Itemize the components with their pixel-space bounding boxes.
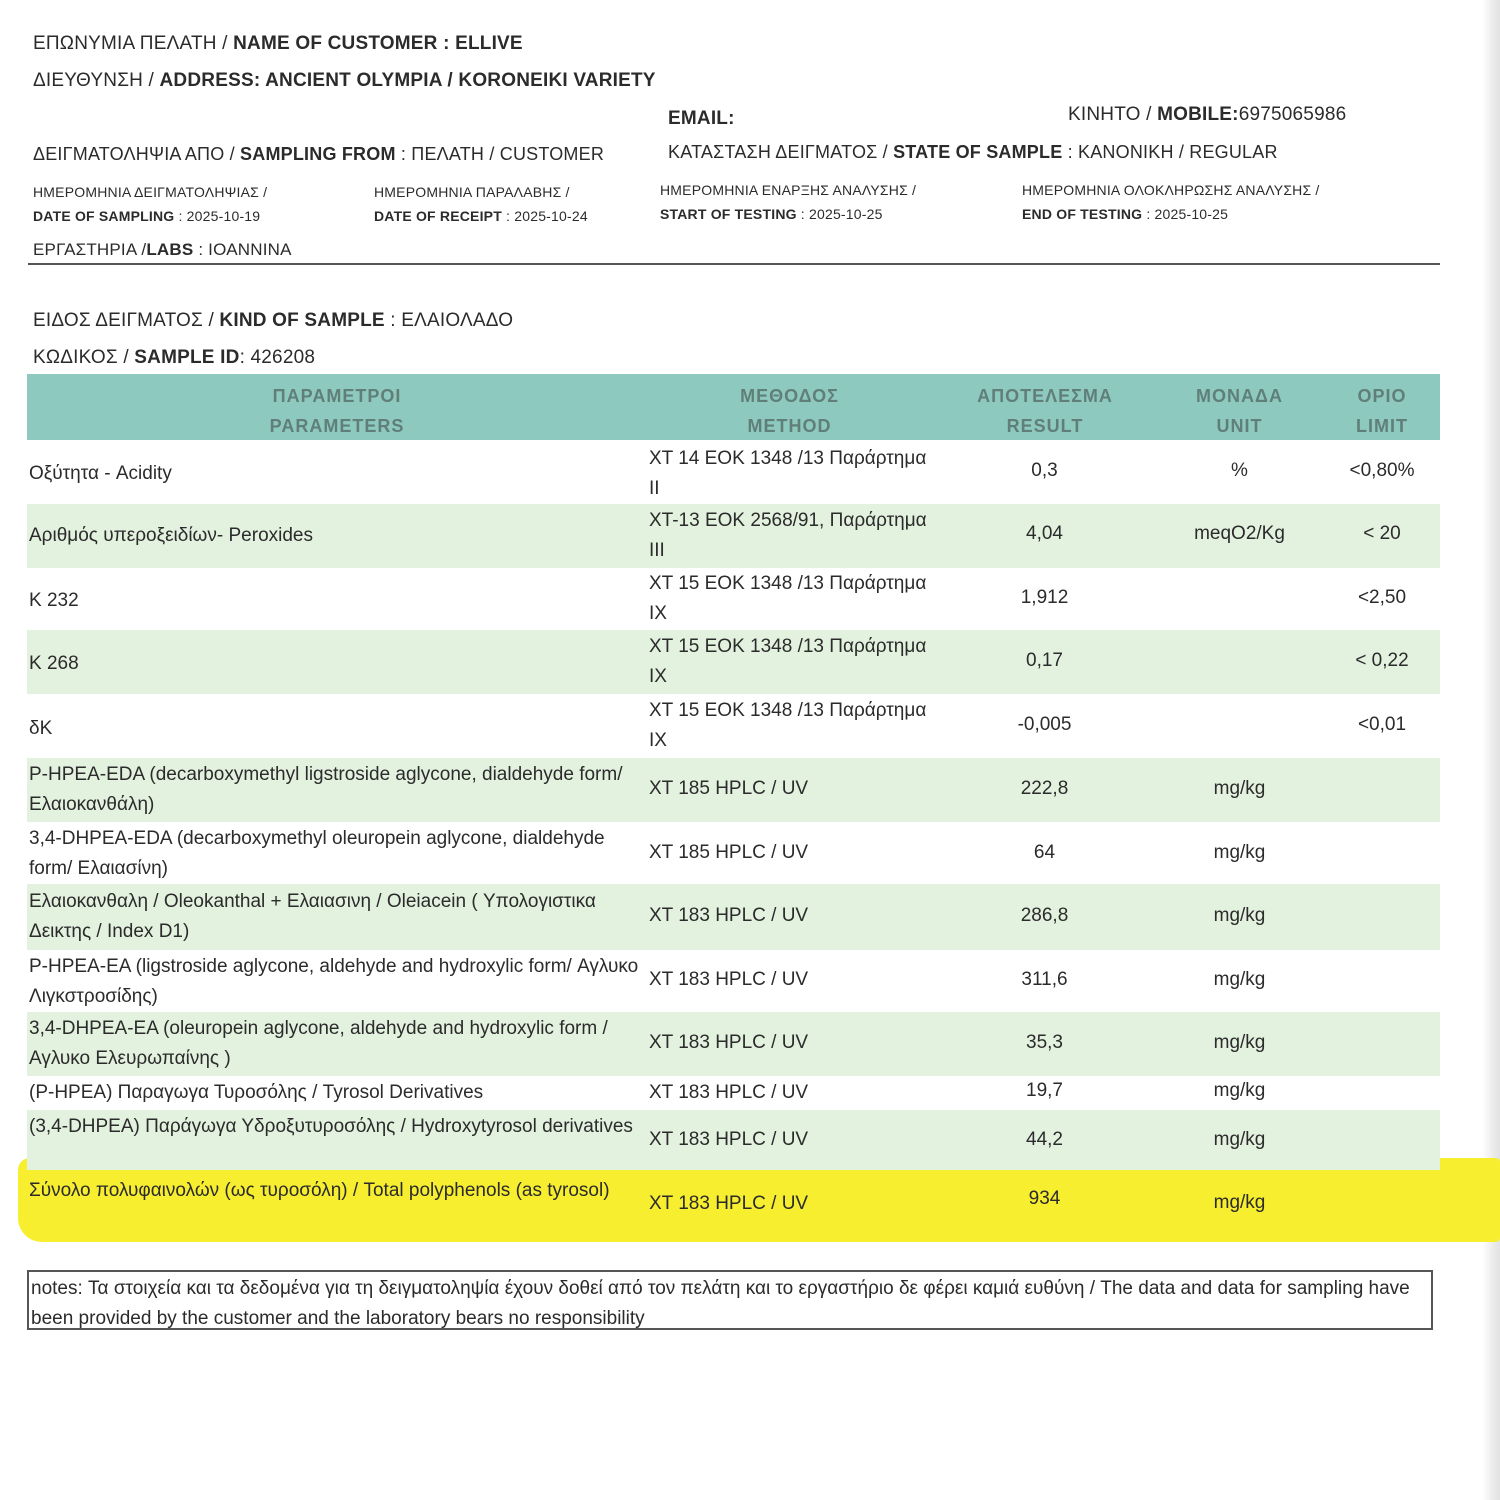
header-limit: ΟΡΙΟ LIMIT: [1356, 386, 1408, 436]
email-label: EMAIL:: [668, 108, 735, 129]
kind-label-en: KIND OF SAMPLE: [219, 310, 385, 331]
header-method: ΜΕΘΟΔΟΣ METHOD: [740, 386, 839, 436]
row-result: 64: [1033, 842, 1056, 863]
date-label-en: DATE OF RECEIPT: [374, 208, 502, 224]
row-unit: mg/kg: [1213, 1192, 1266, 1213]
sample-id-label-en: SAMPLE ID: [134, 347, 240, 368]
row-unit: mg/kg: [1213, 969, 1266, 990]
row-unit: meqO2/Kg: [1194, 523, 1285, 544]
row-parameter: Αριθμός υπεροξειδίων- Peroxides: [29, 525, 313, 546]
row-limit: <2,50: [1357, 587, 1407, 608]
table-row: [27, 694, 1440, 758]
labs-label-gr: ΕΡΓΑΣΤΗΡΙΑ /: [33, 240, 147, 259]
row-parameter: K 268: [29, 653, 79, 674]
row-parameter: 3,4-DHPEA-EA (oleuropein aglycone, aldehyde and hydroxylic form / Αγλυκο Ελευρωπαίνης ): [29, 1018, 608, 1069]
table-row: [27, 504, 1440, 568]
row-method: XT 183 HPLC / UV: [649, 969, 809, 990]
row-parameter: 3,4-DHPEA-EDA (decarboxymethyl oleuropein aglycone, dialdehyde form/ Ελαιασίνη): [29, 828, 605, 879]
row-result: 0,3: [1031, 460, 1058, 481]
page-edge: [1482, 0, 1500, 1500]
row-result: -0,005: [1017, 714, 1072, 735]
table-row-total-polyphenols: [27, 1174, 1440, 1240]
sample-id-line: [33, 347, 315, 369]
sampling-from-label-en: SAMPLING FROM: [240, 144, 396, 164]
sampling-from-value: : ΠΕΛΑΤΗ / CUSTOMER: [395, 144, 605, 164]
date-label-en: DATE OF SAMPLING: [33, 208, 175, 224]
row-method: XT 185 HPLC / UV: [649, 778, 809, 799]
row-parameter: δK: [29, 718, 53, 739]
row-parameter: Οξύτητα - Acidity: [29, 463, 172, 484]
row-result: 4,04: [1026, 523, 1063, 544]
customer-name-label-gr: ΕΠΩΝΥΜΙΑ ΠΕΛΑΤΗ /: [33, 33, 234, 54]
date-label-gr: ΗΜΕΡΟΜΗΝΙΑ ΠΑΡΑΛΑΒΗΣ /: [374, 184, 570, 200]
header-parameters: ΠΑΡΑΜΕΤΡΟΙ PARAMETERS: [269, 386, 405, 436]
start-of-testing: [660, 178, 916, 226]
date-value: : 2025-10-24: [501, 208, 588, 224]
date-label-gr: ΗΜΕΡΟΜΗΝΙΑ ΔΕΙΓΜΑΤΟΛΗΨΙΑΣ /: [33, 184, 268, 200]
divider: [28, 263, 1440, 265]
address-value: : ANCIENT OLYMPIA / KORONEIKI VARIETY: [253, 70, 656, 91]
row-unit: mg/kg: [1213, 1129, 1266, 1150]
row-parameter: Σύνολο πολυφαινολών (ως τυροσόλη) / Total polyphenols (as tyrosol): [29, 1180, 610, 1201]
customer-name-value: : ELLIVE: [443, 33, 523, 54]
row-unit: mg/kg: [1213, 842, 1266, 863]
row-result: 44,2: [1026, 1129, 1063, 1150]
kind-value: : ΕΛΑΙΟΛΑΔΟ: [384, 310, 514, 331]
table-row: [27, 1012, 1440, 1076]
mobile-value: 6975065986: [1238, 104, 1347, 125]
labs-label-en: LABS: [146, 240, 194, 259]
labs-line: [33, 240, 292, 260]
mobile-label-gr: ΚΙΝΗΤΟ /: [1068, 104, 1158, 125]
row-method: XT 15 EOK 1348 /13 Παράρτημα IX: [649, 636, 927, 687]
address-line: [33, 70, 656, 92]
customer-name-label-en: NAME OF CUSTOMER: [233, 33, 438, 54]
state-value: : ΚΑΝΟΝΙΚΗ / REGULAR: [1062, 142, 1278, 162]
mobile-label-en: MOBILE:: [1157, 104, 1239, 125]
row-method: XT 15 EOK 1348 /13 Παράρτημα IX: [649, 573, 927, 624]
date-label-gr: ΗΜΕΡΟΜΗΝΙΑ ΟΛΟΚΛΗΡΩΣΗΣ ΑΝΑΛΥΣΗΣ /: [1022, 182, 1320, 198]
state-label-en: STATE OF SAMPLE: [893, 142, 1063, 162]
row-method: XT 183 HPLC / UV: [649, 905, 809, 926]
header-unit: ΜΟΝΑΔΑ UNIT: [1196, 386, 1283, 436]
mobile-line: [1068, 104, 1346, 126]
header-result: ΑΠΟΤΕΛΕΣΜΑ RESULT: [977, 386, 1113, 436]
date-label-gr: ΗΜΕΡΟΜΗΝΙΑ ΕΝΑΡΞΗΣ ΑΝΑΛΥΣΗΣ /: [660, 182, 917, 198]
sample-id-label-gr: ΚΩΔΙΚΟΣ /: [33, 347, 135, 368]
row-unit: %: [1231, 460, 1248, 481]
date-value: : 2025-10-25: [796, 206, 883, 222]
date-value: : 2025-10-25: [1142, 206, 1229, 222]
kind-label-gr: ΕΙΔΟΣ ΔΕΙΓΜΑΤΟΣ /: [33, 310, 220, 331]
table-row: [27, 444, 1440, 504]
table-row: [27, 758, 1440, 822]
row-result: 286,8: [1020, 905, 1069, 926]
row-parameter: P-HPEA-EDA (decarboxymethyl ligstroside aglycone, dialdehyde form/ Ελαιοκανθάλη): [29, 764, 623, 815]
table-row: [27, 950, 1440, 1012]
row-result: 19,7: [1026, 1080, 1063, 1101]
table-row: [27, 1110, 1440, 1170]
address-label-gr: ΔΙΕΥΘΥΝΣΗ /: [33, 70, 160, 91]
row-result: 222,8: [1020, 778, 1069, 799]
row-result: 934: [1028, 1188, 1061, 1209]
results-table-header: [27, 374, 1440, 440]
row-method: XT 183 HPLC / UV: [649, 1129, 809, 1150]
table-row: [27, 884, 1440, 950]
row-unit: mg/kg: [1213, 778, 1266, 799]
row-unit: mg/kg: [1213, 1080, 1266, 1101]
date-label-en: START OF TESTING: [660, 206, 797, 222]
row-result: 35,3: [1026, 1032, 1063, 1053]
state-label-gr: ΚΑΤΑΣΤΑΣΗ ΔΕΙΓΜΑΤΟΣ /: [668, 142, 894, 162]
row-result: 0,17: [1026, 650, 1063, 671]
row-method: XT 15 EOK 1348 /13 Παράρτημα IX: [649, 700, 927, 751]
row-limit: < 0,22: [1355, 650, 1409, 671]
table-row: [27, 1076, 1440, 1110]
date-label-en: END OF TESTING: [1022, 206, 1143, 222]
row-parameter: (P-HPEA) Παραγωγα Τυροσόλης / Tyrosol Derivatives: [29, 1082, 484, 1103]
end-of-testing: [1022, 178, 1320, 226]
row-parameter: P-HPEA-EA (ligstroside aglycone, aldehyde and hydroxylic form/ Αγλυκο Λιγκστροσίδης): [29, 956, 639, 1007]
date-value: : 2025-10-19: [174, 208, 261, 224]
labs-value: : ΙΟΑΝΝΙΝΑ: [193, 240, 292, 259]
row-result: 1,912: [1020, 587, 1069, 608]
sampling-from-label-gr: ΔΕΙΓΜΑΤΟΛΗΨΙΑ ΑΠΟ /: [33, 144, 241, 164]
row-method: XT 183 HPLC / UV: [649, 1193, 809, 1214]
row-unit: mg/kg: [1213, 1032, 1266, 1053]
row-method: XT 183 HPLC / UV: [649, 1032, 809, 1053]
row-method: XT 185 HPLC / UV: [649, 842, 809, 863]
row-limit: <0,80%: [1349, 460, 1415, 481]
kind-of-sample-line: [33, 310, 513, 332]
notes-box: notes: Τα στοιχεία και τα δεδομένα για τη δειγματοληψία έχουν δοθεί από τον πελάτη και το εργαστήριο δε φέρει καμιά ευθύνη / The data and data for sampling have been provided by the customer and the laboratory bears no responsibility: [27, 1270, 1433, 1330]
table-row: [27, 630, 1440, 694]
date-of-sampling: [33, 180, 267, 228]
sample-id-value: : 426208: [239, 347, 316, 368]
table-row: [27, 822, 1440, 884]
row-result: 311,6: [1021, 969, 1068, 990]
row-method: XT 183 HPLC / UV: [649, 1082, 809, 1103]
row-method: XT-13 EOK 2568/91, Παράρτημα III: [649, 510, 927, 561]
date-of-receipt: [374, 180, 588, 228]
sampling-from-line: [33, 144, 604, 165]
state-of-sample-line: [668, 142, 1278, 163]
customer-name-line: [33, 33, 523, 55]
row-method: XT 14 EOK 1348 /13 Παράρτημα II: [649, 448, 927, 499]
row-parameter: Ελαιοκανθαλη / Oleokanthal + Ελαιασινη / Oleiacein ( Υπολογιστικα Δεικτης / Index D1): [29, 891, 596, 942]
row-parameter: (3,4-DHPEA) Παράγωγα Υδροξυτυροσόλης / Hydroxytyrosol derivatives: [29, 1116, 633, 1137]
row-limit: < 20: [1363, 523, 1401, 544]
row-unit: mg/kg: [1213, 905, 1266, 926]
row-parameter: K 232: [29, 590, 79, 611]
row-limit: <0,01: [1357, 714, 1407, 735]
address-label-en: ADDRESS: [159, 70, 254, 91]
email-line: [668, 108, 735, 130]
table-row: [27, 568, 1440, 630]
